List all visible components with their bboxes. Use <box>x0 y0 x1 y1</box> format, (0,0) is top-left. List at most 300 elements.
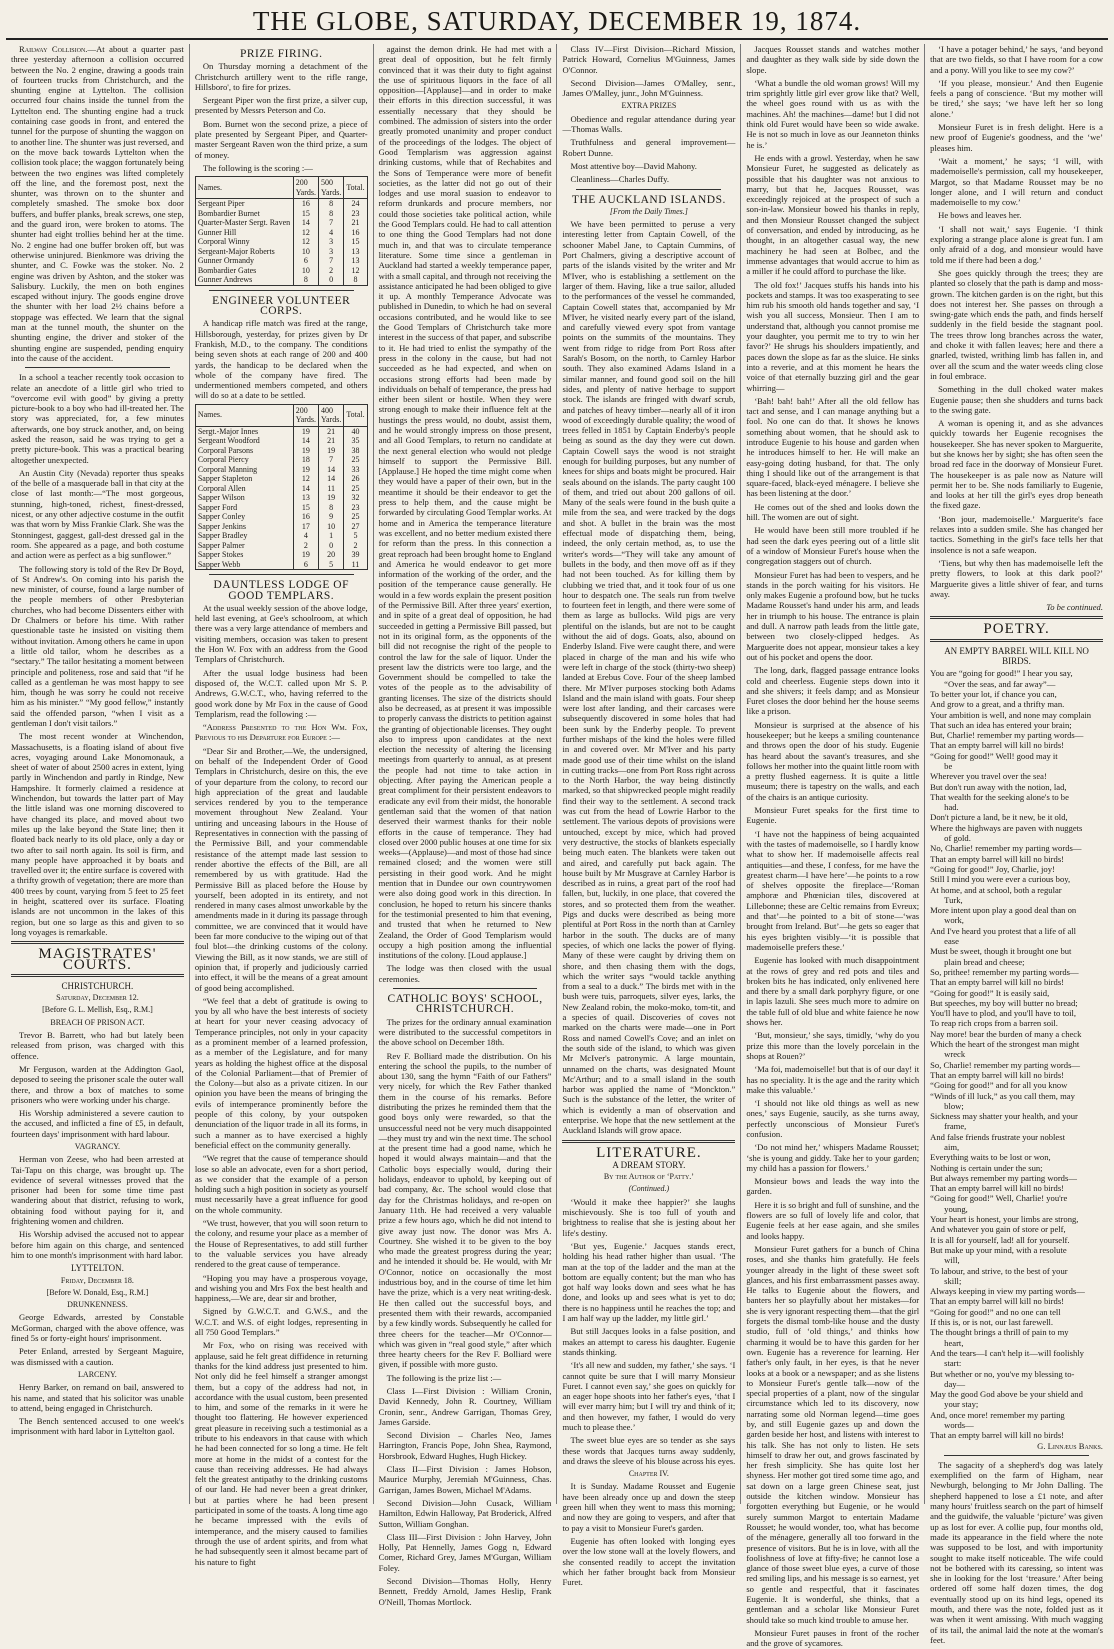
breach-paragraph: Trevor B. Barrett, who had but lately been released from prison, was charged with this offence. <box>11 1030 184 1061</box>
poem-line: “Going for good!” Joy, Charlie, joy! <box>930 863 1055 874</box>
score-value: 8 <box>319 199 344 209</box>
poem-line: “Over the seas, and far away”— <box>944 678 1056 689</box>
poem-line: frame, <box>944 1121 967 1132</box>
score-value: 16 <box>344 228 367 238</box>
poem-line: “Going for good!” Well! good may it <box>930 750 1058 761</box>
story-paragraph: ‘If you please, monsieur.’ And then Eugenie feels a pang of conscience. ‘But my mother will be tired,’ she says; ‘we have left her so long alone.’ <box>930 77 1103 119</box>
extra-prize: Obedience and regular attendance during year—Thomas Walls. <box>562 113 736 135</box>
dream-paragraph-2: ‘But yes, Eugenie.’ Jacques stands erect, holding his head rather higher than usual. ‘The man at the top of the ladder and the man at the bottom are equally content; but the man who has got half way looks down and sees what he has done, and looks up and sees what is yet to do; there is no happiness until he reaches the top; and I am half way up the ladder, my little girl.’ <box>562 1240 736 1324</box>
poem-line: be <box>944 761 953 771</box>
table-row <box>195 484 367 494</box>
poem-line: words— <box>944 1420 974 1430</box>
score-value: 25 <box>344 484 367 494</box>
poem-line: day— <box>944 1378 966 1389</box>
larceny-paragraph: Henry Barker, on remand on bail, answered to his name, and stated that his solicitor was unable to attend, being engaged in Christchurch. <box>11 1382 184 1413</box>
score-value: 16 <box>293 199 318 209</box>
score-value: 14 <box>293 436 318 446</box>
story-paragraph: ‘Wait a moment,’ he says; ‘I will, with mademoiselle's permission, call my housekeeper, Margot, so that Madame Rousset may be no longer alone, and I will return and conduct mademoiselle to my cow.’ <box>930 155 1103 208</box>
author-line: By the Author of ‘Patty.’ <box>603 1172 694 1182</box>
address-title: “Address Presented to the Hon Wm. Fox, Previous to his Departure for Europe :— <box>194 722 368 743</box>
fox-paragraph: Mr Fox, who on rising was received with applause, said he felt great diffidence in returning thanks for the kind address just presented to him. Not only did he feel himself a stranger amongst them, but a copy of the address had not, in accordance with the usual custom, been presented to him, and some of the remarks in it were he thought too flattering. He however experienced great pleasure in receiving such a testimonial as a tribute to his endeavors in that cause with which he had been connected for so long a time. He felt more at home in the midst of a contest for the cause than receiving addresses. He had always felt the greatest antipathy to the drinking customs of our land. He had never been a great drinker, but at parties where he had been present participated in some of the toasts. A long time ago he became impressed with the evils of intemperance, and the misery caused to families through the use of ardent spirits, and from what he had subsequently seen it almost became part of his nature to fight <box>194 1340 368 1567</box>
address-paragraph-4: “We trust, however, that you will soon return to the colony, and resume your place as a member of the House of Representatives, to add still further to the valuable services you have already rendered to the great cause of temperance. <box>194 1218 368 1270</box>
fox-continued: against the demon drink. He had met with a great deal of opposition, but he felt firmly convinced that it was their duty to fight against the use of spirituous liquors in the face of all opposition—[Applause]—and in order to make their efforts in this direction successful, it was essentially necessary that they should be combined. The admission of sisters into the order greatly promoted unanimity and proper conduct of the proceedings of the lodges. The object of Good Templarism was aggression against drinking customs, while that of Rechabites and the Sons of Temperance were more of benefit societies, as the latter did not go out of their lodges and use moral suasion to endeavor to reform drunkards and procure members, nor could those societies take political action, while the Good Templars could. He had to call attention to one thing the Good Templars had not done much in, and that was to circulate temperance literature. Some time since a gentleman in Auckland had started a weekly temperance paper, with a small capital, and through not receiving the assistance anticipated he had been obliged to give it up. A monthly Temperance Advocate was published in Dunedin, to which he had on several occasions contributed, and he would like to see the Good Templars of Christchurch take more interest in the success of that paper, and subscribe to it. He had tried to enlist the sympathy of the press in the colony in the cause, but had not succeeded as he had expected, and when on occasions strong efforts had been made by individuals on behalf of temperance, the press had either been silent or hostile. When they were strong enough to make their influence felt at the hustings the press would, no doubt, assist them, and he would strongly impress on those present, and all Good Templars, to return no candidate at the next general election who would not pledge himself to support the Permissive Bill. [Applause.] He hoped the time might come when they would have a paper of their own, but in the meantime it should be their endeavor to get the press to help them, and the cause might be forwarded by circulating Good Templar works. At home and in America the temperance literature was excellent, and no better medium existed there for reform than the press. In this connection a great reproach had been brought home to England and America he would endeavor to get more information of the working of the order, and the position of the temperance cause generally. He would in a few words explain the present position of the Permissive Bill. After three years' exertion, and in spite of a great deal of opposition, he had succeeded in getting a Permissive Bill passed, but not in its original form, as the opponents of the bill did not recognise the right of the people to control the law for the sale of liquor. Under the present law the districts were too large, and the Government should be compelled to take the votes of the people as to the advisability of granting licenses. The size of the districts should also be decreased, as at present it was impossible to properly canvass the districts to petition against the granting of objectionable licenses. They ought also to impress upon candidates at the next election the necessity of altering the licensing meetings from quarterly to annual, as at present the people had not time to take action in objecting. After paying the American people a great compliment for their persistent endeavors to eradicate any evil from their midst, the honorable gentleman said that the women of that nation deserved their warmest thanks for their noble efforts in the cause of temperance. They had closed over 2000 public houses at one time for six weeks—(Applause)—and most of those had since remained closed; and the women were still persisting in their good work. And he might mention that in Dundee our own countrywomen were also doing good work in this direction. In conclusion, he hoped to return his sincere thanks for the testimonial presented to him that evening, and trusted that when he returned to New Zealand, the Order of Good Templarism would occupy a high position among the influential institutions of the colony. [Loud applause.] <box>378 44 552 961</box>
score-value: 8 <box>319 503 344 513</box>
score-value: 24 <box>344 199 367 209</box>
poem-line: heart, <box>944 1337 964 1348</box>
table-header: 200 Yards. <box>293 177 318 199</box>
story-paragraph: Monsieur is surprised at the absence of his housekeeper; but he keeps a smiling countenance and throws open the door of his study. Eugenie has heard about the savant's treasures, and she follows her mother into the quaint little room with a pretty flushed eagerness. It is quite a little museum; there is tapestry on the walls, and each of the chairs is an antique curiosity. <box>746 719 920 802</box>
score-value: 5 <box>344 531 367 541</box>
artillery-score-table <box>195 176 368 286</box>
poem-line: skill; <box>944 1275 962 1286</box>
table-header: Names. <box>195 404 293 426</box>
score-value: 7 <box>319 218 344 228</box>
extra-prize: Truthfulness and general improvement—Robert Dunne. <box>562 137 736 158</box>
boyd-paragraph: The following story is told of the Rev Dr Boyd, of St Andrew's. On coming into his parish the new minister, of course, found a large number of the people members of other Presbyterian churches, who had become Dissenters either with Dr Chalmers or before his time. With rather questionable taste he insisted on visiting them without invitation. Among others he came in upon a little old tailor, whom he describes as a “sectary.” The tailor hesitating a moment between principle and politeness, rose and said that “if he called as a gentleman he was most happy to see him, though he was sorry he could not receive him as his minister.” “My good fellow,” instantly said the offended parson, “when I visit as a gentleman I don't visit tailors.” <box>11 563 184 728</box>
score-name: Corporal Manning <box>195 465 293 475</box>
columns <box>6 44 1108 1649</box>
catholic-paragraph: The prizes for the ordinary annual examination were distributed to the successful competitors in the above school on December 18th. <box>378 1016 552 1048</box>
lyttelton-heading: LYTTELTON. <box>70 1263 124 1274</box>
story-paragraph: Monsieur bows and leads the way into the garden. <box>746 1176 920 1197</box>
poem-line: That an empty barrel will kill no birds! <box>930 977 1065 988</box>
poem-line: But, Charlie! remember my parting words— <box>930 730 1084 741</box>
dream-paragraph: ‘Would it make thee happier?’ she laughs mischievously. She is too full of youth and brightness to realise that she is jesting about her life's destiny. <box>562 1196 736 1238</box>
christchurch-date: Saturday, December 12. <box>56 993 139 1003</box>
address-paragraph-6: Signed by G.W.C.T. and G.W.S., and the W.C.T. and W.S. of eight lodges, representing in all 750 Good Templars.” <box>194 1306 368 1338</box>
story-paragraph: ‘Bah! bah! bah!’ After all the old fellow has tact and sense, and I can manage anything but a fool. No one can do that. It shows he knows something about women, that he should ask to introduce Eugenie to his house and garden when he introduces himself to her. He will make an easy-going doting husband, for that. The only thing I should like out of the arrangement is that square-faced, black-eyed ménagere. I believe she has been listening at the door.’ <box>746 395 920 499</box>
class-2: Class II—First Division : James Hobson, Maurice Murphy, Jeremiah M'Guinness, Chas. Garrigan, James Bowen, Michael M'Adams. <box>378 1464 552 1495</box>
score-name: Sapper Ford <box>195 503 293 513</box>
score-value: 14 <box>319 465 344 475</box>
poem-line: You'll have to plod, and you'll have to toil, <box>930 1008 1077 1019</box>
to-be-continued: To be continued. <box>1046 602 1103 613</box>
table-row <box>195 465 367 475</box>
score-value: 19 <box>293 465 318 475</box>
worship-paragraph: His Worship administered a severe caution to the accused, and inflicted a fine of £5, in default, fourteen days' imprisonment with hard labour. <box>11 1108 184 1139</box>
score-value: 38 <box>344 446 367 456</box>
story-paragraph: ‘I should not like old things as well as new ones,’ says Eugenie, saucily, as she turns away, perfectly unconscious of Monsieur Furet's confusion. <box>746 1098 920 1139</box>
story-paragraph: Monsieur Furet is in fresh delight. Here is a new proof of Eugenie's goodness, and the ‘we’ pleases him. <box>930 122 1103 153</box>
score-value: 15 <box>293 209 318 219</box>
vagrancy-heading: VAGRANCY. <box>74 1141 121 1151</box>
catholic-paragraph-3: The following is the prize list :— <box>386 1372 502 1383</box>
school-paragraph: In a school a teacher recently took occasion to relate an anecdote of a little girl who tried to “overcome evil with good” by giving a pretty picture-book to a boy who had ill-treated her. The story was appreciated, for, a few minutes afterwards, one boy struck another, and, on being asked the reason, said he was trying to get a pretty picture-book. This was a practical bearing altogether unexpected. <box>11 372 184 465</box>
divider <box>562 1140 735 1143</box>
score-name: Sapper Jenkins <box>195 522 293 532</box>
poem-title: AN EMPTY BARREL WILL KILL NO BIRDS. <box>944 645 1089 667</box>
score-name: Bombardier Burnet <box>195 209 293 219</box>
auckland-source: [From the Daily Times.] <box>609 206 688 216</box>
prize-paragraph-4: The following is the scoring :— <box>202 162 313 173</box>
score-value: 26 <box>344 474 367 484</box>
column-5 <box>740 44 924 1649</box>
auckland-paragraph: We have been permitted to peruse a very interesting letter from Captain Cowell, of the schooner Mabel Jane, to Captain Cummins, of Port Chalmers, giving a descriptive account of parts of the islands visited by the writer and Mr M'Iver, who is establishing a settlement on the larger of them. Having, like a true sailor, alluded to the performances of the vessel he commanded, Captain Cowell states that, accompanied by Mr M'Iver, he visited nearly every part of the island, and carefully viewed every spot from vantage points on the summits of the mountains. They went from ridge to ridge from Port Ross after Sarah's Bosom, on the north, to Carnley Harbor south. They also examined Adams Island in a similar manner, and found good soil on the hill sides, and plenty of native herbage to support stock. The islands are fringed with dwarf scrub, and patches of heavy timber—nearly all of it iron wood of exceedingly durable quality; the wood of trees felled in 1851 by Captain Enderby's people being as sound as the day they were cut down. Captain Cowell says the wood is not straight enough for building purposes, but any number of knees for ships and boats might be procured. Hair seals abound on the islands. The party caught 100 of them, and tried out about 200 gallons of oil. Many of the seals were found in the bush quite a mile from the sea, and were tracked by the dogs and shot. A bullet in the brain was the most effectual mode of dispatching them, being, indeed, the only certain method, as, to use the writer's words—“They will take any amount of bullets in the body, and then move off as if they had not been touched. As for killing them by clubbing we tried that, and it took four of us one hour to despatch one. The seals run from twelve to fourteen feet in length, and there were some of them as large as bullocks. Wild pigs are very plentiful on the islands, but are not to be caught without the aid of dogs. Goats, also, abound on Enderby Island. Five were caught there, and were placed in charge of the man and his wife who were left in charge of the stock (thirty-two sheep) landed at Erebus Cove. Four of the sheep lambed there. Mr M'Iver purposes stocking both Adams Island and the main island with goats. Four sheep were lost after landing, and their carcases were subsequently discovered in some holes that had been sunk by the Enderby people. To prevent further mishaps of the kind the holes were filled in and covered over. Mr M'Iver and his party made good use of their time whilst on the island in cutting tracks—one from Port Ross right across to the North Harbor, the way being distinctly marked, so that shipwrecked people might readily find their way to the settlement. A second track was cut from the head of Lowrie Harbor to the settlement. The various depots of provisions were untouched, except by mice, which had proved very destructive, the stocks of blankets especially being much eaten. The blankets were taken out and aired, and carefully put back again. The house built by Mr Musgrave at Carnley Harbor is described as in ruins, a great part of the roof had fallen, but, luckily, in one place, that covered the stores, and so protected them from the weather. Pigs and ducks were described as being more plentiful at Port Ross in the north than at Carnley harbor in the south. The ducks are of many species, of which one lacks the power of flying. Many of these were caught by driving them on shore, and then chasing them with the dogs, which the writer says “would tackle anything from a seal to a duck.” The birds met with in the bush were tuis, parroquets, silver eyes, larks, the New Zealand robin, the moko-moko, tom-tit, and a species of quail. Discoveries of coves not marked on the charts were made—one in Port Ross and named Cowell's Cove; and an inlet on the south side of the island, to which was given Mr McIver's patronymic. A large mountain, unnamed on the charts, was designated Mount Mc'Arthur; and to a small island in the south harbor was applied the name of “Monckton.” Such is the substance of the letter, the writer of which is evidently a man of observation and enterprise. We hope that the new settlement at the Auckland Islands will grow apace. <box>562 219 736 1136</box>
score-value: 2 <box>319 266 344 276</box>
christchurch-bench: [Before G. L. Mellish, Esq., R.M.] <box>42 1005 153 1015</box>
score-name: Sapper Bradley <box>195 531 293 541</box>
engineer-heading: ENGINEER VOLUNTEER CORPS. <box>212 294 351 318</box>
class-3b: Second Division—Thomas Holly, Henry Bennett, Freddy Arnold, James Heslip, Frank O'Neill, Thomas Mortlock. <box>378 1576 552 1607</box>
drunkenness-heading: DRUNKENNESS. <box>67 1300 128 1310</box>
story-paragraph: Eugenie has looked with much disappointment at the rows of grey and red pots and tiles and broken bits he has indicated, only enlivened here and there by a small dark porphyry figure, or one in lapis lazuli. She sees much more to admire on the table full of old blue and white faience he now shows her. <box>746 955 920 1028</box>
score-value: 1 <box>319 531 344 541</box>
engineer-paragraph: A handicap rifle match was fired at the range, Hillsborough, yesterday, for prizes given by Dr Frankish, M.D., to the company. The conditions being seven shots at each range of 200 and 400 yards, the handicap to be declared when the whole of the company have fired. The undermentioned members competed, and others will do so at a date to be settled. <box>194 318 368 401</box>
score-value: 32 <box>344 493 367 503</box>
score-name: Sapper Conley <box>195 512 293 522</box>
score-value: 12 <box>344 266 367 276</box>
poem-line: And grow to a great, and a thrifty man. <box>930 699 1065 710</box>
score-value: 23 <box>344 503 367 513</box>
address-paragraph: “Dear Sir and Brother,—We, the undersigned, on behalf of the Independent Order of Good Templars in Christchurch, desire on this, the eve of your departure from the colony, to record our high appreciation of the great and laudable services rendered by you to the temperance movement throughout New Zealand. Your untiring and unceasing labours in the House of Representatives in connection with the passing of the Permissive Bill, and your commendable resistance of the attempt made last session to render abortive the effects of the Bill, are all remembered by us with gratitude. Had the Permissive Bill as placed before the House by yourself, been adopted in its entirety, and not rendered in many cases almost unworkable by the amendments made in it during its passage through committee, we are convinced that it would have been far more conducive to the wiping out of that foul blot—the drinking customs of the colony. Viewing the Bill, as it now stands, we are still of opinion that, if properly and judiciously carried into effect, it will be the means of a great amount of good being accomplished. <box>194 745 368 993</box>
column-3 <box>373 44 557 1607</box>
score-value: 10 <box>319 522 344 532</box>
poem-line: No, Charlie! remember my parting words— <box>930 843 1082 854</box>
poem-line: And the tears—I can't help it—will foolishly <box>930 1347 1084 1358</box>
poem-line: had. <box>944 802 959 813</box>
table-row <box>195 474 367 484</box>
score-value: 6 <box>293 560 318 570</box>
class-1: Class I—First Division : William Cronin, David Kennedy, John R. Courtney, William Cronin, senr., Andrew Garrigan, Thomas Grey, James Garside. <box>378 1386 552 1427</box>
score-name: Sapper Stapleton <box>195 474 293 484</box>
address-paragraph-5: “Hoping you may have a prosperous voyage, and wishing you and Mrs Fox the best health and happiness,—We are, dear sir and brother, <box>194 1272 368 1304</box>
divider <box>944 1455 1089 1456</box>
table-row <box>195 275 367 285</box>
divider <box>576 189 721 190</box>
poem-line: Wherever you travel over the sea! <box>930 771 1047 782</box>
score-value: 19 <box>293 426 318 436</box>
score-value: 39 <box>344 550 367 560</box>
poem-line: And, once more! remember my parting <box>930 1409 1065 1420</box>
lodge-heading: DAUNTLESS LODGE OF GOOD TEMPLARS. <box>213 579 349 602</box>
poem-line: will, <box>944 1255 960 1266</box>
score-value: 12 <box>293 237 318 247</box>
score-name: Sapper Palmer <box>195 541 293 551</box>
poem-line: Where the highways are paven with nuggets <box>930 822 1083 833</box>
divider <box>209 574 354 575</box>
lyttelton-date: Friday, December 18. <box>60 1275 134 1285</box>
score-value: 4 <box>293 531 318 541</box>
score-value: 0 <box>319 275 344 285</box>
score-value: 35 <box>344 436 367 446</box>
score-value: 11 <box>319 484 344 494</box>
divider <box>930 639 1103 642</box>
poem-line: To labour, and strive, to the best of your <box>930 1265 1068 1276</box>
poem-line: And false friends frustrate your noblest <box>930 1131 1065 1142</box>
rail-title: Railway Collision. <box>19 44 88 54</box>
poem-line: And I've heard you protest that a life of all <box>930 925 1077 936</box>
poem-line: Don't picture a land, be it new, be it old, <box>930 812 1068 823</box>
story-paragraph: Monsieur Furet speaks for the first time to Eugenie. <box>746 805 920 826</box>
story-paragraph: Something in the dull choked water makes Eugenie pause; then she shudders and turns back to the swing gate. <box>930 384 1103 415</box>
poem-line: ease <box>944 936 959 947</box>
score-name: Corporal Piercy <box>195 455 293 465</box>
story-paragraph: Monsieur Furet gathers for a bunch of China roses, and she thanks him gratefully. He feels younger already in the light of these sweet soft glances, and his first embarrassment passes away. He talks to Eugenie about the flowers, and banters her so playfully about her mistakes—for she is very ignorant respecting them—that the girl forgets the dismal tomb-like house and the dusty studio, full of ‘old things,’ and thinks how charming it would be to have this garden for her own. Eugenie has a reverence for learning. Her father's only fault, in her eyes, is that he never looks at a book or a newspaper; and as she listens to Monsieur Furet's gentle talk—now of the special properties of a plant, now of the singular circumstance which led to its discovery, now narrating some old Norman legend—time goes by, and still Eugenie gazes up and down the garden beside her host, and listens with interest to his talk. She has not only to listen. He sets himself to draw her out, and grows fascinated by her fresh simplicity. She has quite lost her shyness. Her mother got tired some time ago, and sat down on a large green Chinese seat, just outside the kitchen window. Monsieur has forgotten everything but Eugenie, or he would surely summon Margot to entertain Madame Rousset; he would wonder, too, what has become of the ménagere, generally all too forward in the presence of visitors. But he is in love, with all the foolishness of love at fifty-five; he cannot lose a glance of those sweet blue eyes, a curve of those red smiling lips, and his message is so earnest, yet so gentle and respectful, that it fascinates Eugenie. It is wonderful, she thinks, that a gentleman and a scholar like Monsieur Furet should take so much kind trouble to amuse her. <box>746 1243 920 1625</box>
score-value: 15 <box>293 503 318 513</box>
score-name: Sapper Stokes <box>195 550 293 560</box>
class-2b: Second Division—John Cusack, William Hamilton, Edwin Halloway, Pat Broderick, Alfred Sutton, William Gonghan. <box>378 1497 552 1529</box>
poem-line: If this is, or is not, our last farewell. <box>930 1317 1054 1328</box>
rail-paragraph <box>11 44 184 363</box>
poem-body <box>930 668 1103 1440</box>
magistrates-heading: MAGISTRATES' COURTS. <box>38 946 157 973</box>
poem-line: You are “going for good!” I hear you say, <box>930 668 1073 679</box>
divider <box>25 367 170 368</box>
table-header: 500 Yards. <box>319 177 344 199</box>
table-row <box>195 436 367 446</box>
poem-line: young, <box>944 1203 968 1214</box>
score-value: 40 <box>344 426 367 436</box>
poem-line: Your heart is honest, your limbs are strong, <box>930 1214 1079 1225</box>
prize-paragraph-2: Sergeant Piper won the first prize, a silver cup, presented by Messrs Peterson and Co. <box>194 95 368 116</box>
table-row <box>195 218 367 228</box>
poem-line: “Going for good!” and for all you know <box>930 1080 1068 1091</box>
catholic-paragraph-2: Rev F. Bolliard made the distribution. On his entering the school the pupils, to the number of about 130, sang the hymn “Faith of our Fathers” very nicely, for which the Rev Father thanked them in the course of his remarks. Before distributing the prizes he reminded them that the good boys only were rewarded, so that the unsuccessful need not be very much disappointed—they must try and win the next time. The school at the present time had a good name, which he hoped it would always maintain—and that the Catholic boys especially would, during their holidays, endeavor to uphold, by keeping out of bad company, &c. The school would close that day for the Christmas holidays, and re-open on January 11th. He had received a very valuable prize a few hours ago, which he did not intend to give away just now. The donor was Mrs A. Courtney. She wished it to be given to the boy who made the greatest progress during the year; and he intended it should be. He would, with Mr O'Connor, notice on occasionally the most industrious boy, and in the course of time let him have the prize, which is a very neat writing-desk. He then called out the successful boys, and presented them with their rewards, accompanied by a few kindly words. Subsequently he called for three cheers for the teacher—Mr O'Connor—which was given in “real good style,” after which three hearty cheers for the Rev F. Bolliard were given, if possible with more gusto. <box>378 1050 552 1370</box>
poem-line: And whatever you gain of store or pelf, <box>930 1224 1066 1235</box>
score-value: 23 <box>344 209 367 219</box>
literature-heading: LITERATURE. <box>596 1144 702 1161</box>
vagrancy-paragraph-2: His Worship advised the accused not to appear before him again on this charge, and sentenced him to one month's imprisonment with hard labor. <box>11 1229 184 1260</box>
lyttelton-bench: [Before W. Donald, Esq., R.M.] <box>46 1287 149 1297</box>
story-paragraph: He ends with a growl. Yesterday, when he saw Monsieur Furet, he suggested as delicately as possible that his daughter was not anxious to marry, but that he, Jacques Rousset, was exceedingly rejoiced at the prospect of such a son-in-law. Monsieur bowed his thanks in reply, and then Monsieur Rousset changed the subject of conversation, and ended by introducing, as he thought, in an altogether casual way, the new machinery he had seen at Bolbec, and the immense advantages that would accrue to him as a miller if he could afford to purchase the like. <box>746 152 920 277</box>
score-value: 9 <box>319 512 344 522</box>
score-name: Quarter-Master Sergt. Raven <box>195 218 293 228</box>
table-row <box>195 550 367 560</box>
score-value: 19 <box>293 446 318 456</box>
score-name: Sapper Wilson <box>195 493 293 503</box>
table-row <box>195 531 367 541</box>
story-paragraph: She goes quickly through the trees; they are planted so closely that the path is damp and moss-grown. The kitchen garden is on the right, but this does not interest her. She passes on through a swing-gate which ends the path, and finds herself suddenly in the field beside the stagnant pool. The trees throw long branches across the water, and choke it with fallen leaves; here and there a gnarled, twisted, writhing limb has fallen in, and over all the scum and the water weeds cling close in foul embrace. <box>930 267 1103 381</box>
score-value: 2 <box>293 541 318 551</box>
score-value: 7 <box>319 256 344 266</box>
story-paragraph: The old fox!’ Jacques stuffs his hands into his pockets and stamps. It was too exasperating to see him rub his smooth old hands together and say, ‘I wish you all success, Monsieur. Then I am to understand that, although you cannot promise me your daughter, you permit me to try to win her favor?’ He shrugs his shoulders impatiently, and paces down the slope as far as the sluice. He sinks into a reverie, and at this moment he hears the voice of that eternally buzzing girl and the gear whirring— <box>746 279 920 393</box>
score-name: Sapper Webb <box>195 560 293 570</box>
poem-line: of gold. <box>944 833 971 844</box>
story-paragraph: ‘I have a potager behind,’ he says, ‘and beyond that are two fields, so that I have room for a cow and a pony. Will you like to see my cow?’ <box>930 44 1103 75</box>
poem-line: But speeches, my boy will butter no bread; <box>930 997 1078 1008</box>
drunk-paragraph-2: Peter Enland, arrested by Sergeant Maguire, was dismissed with a caution. <box>11 1346 184 1367</box>
divider <box>209 290 354 291</box>
island-paragraph: The most recent wonder at Winchendon, Massachusetts, is a floating island of about five acres, voyaging around Lake Monomonauk, a sheet of water of about 2500 acres in extent, lying partly in Winchendon and partly in Rindge, New Hampshire. It formerly claimed a residence at Winchendon, but towards the latter part of May the little island was one morning discovered to have changed its place, and moved about two miles up the lake beyond the State line; then it floated back nearly to its old place, only a day or two after to sail north again. Its soil is firm, and many people have approached it by boats and travelled over it; the entire surface is covered with a thrifty growth of vegetation; there are more than 400 trees by count, varying from 5 feet to 25 feet in height, scattered over its surface. Floating islands are not uncommon in the lakes of this region, but one so large as this and given to so long voyages is remarkable. <box>11 731 184 937</box>
poem-line: “Going for good!” and no one can tell <box>930 1306 1061 1317</box>
score-name: Gunner Ormandy <box>195 256 293 266</box>
score-name: Sergt.-Major Innes <box>195 426 293 436</box>
poem-line: Everything waits to be lost or won, <box>930 1152 1051 1163</box>
score-value: 4 <box>319 228 344 238</box>
score-value: 13 <box>344 247 367 257</box>
christchurch-heading: CHRISTCHURCH. <box>61 980 134 991</box>
score-name: Gunner Andrews <box>195 275 293 285</box>
poem-line: That an empty barrel will kill no birds! <box>930 1183 1065 1194</box>
score-value: 10 <box>293 266 318 276</box>
story-paragraph: Jacques Rousset stands and watches mother and daughter as they walk side by side down the slope. <box>746 44 920 75</box>
poem-line: Always keeping in view my parting words— <box>930 1286 1085 1297</box>
score-value: 17 <box>293 522 318 532</box>
story-paragraph: Monsieur Furet has had been to vespers, and he stands in the porch waiting for his visitors. He only makes Eugenie a profound bow, but he tucks Madame Rousset's hand under his arm, and leads her in triumph to his house. The entrance is plain and dull. A narrow path leads from the little gate, between two closely-clipped hedges. As Marguerite does not appear, monsieur takes a key out of his pocket and opens the door. <box>746 569 920 662</box>
larceny-paragraph-2: The Bench sentenced accused to one week's imprisonment with hard labor in Lyttelton gaol. <box>11 1416 184 1437</box>
extra-prize: Cleanliness—Charles Duffy. <box>570 174 670 185</box>
divider <box>11 941 184 944</box>
score-value: 14 <box>293 218 318 228</box>
prize-heading: PRIZE FIRING. <box>239 48 323 60</box>
poem-line: blow; <box>944 1100 964 1111</box>
story-paragraph: ‘Bon jour, mademoiselle.’ Marguerite's face relaxes into a sudden smile. She has changed her tactics. Something in the girl's face tells her that insolence is not a safe weapon. <box>930 513 1103 555</box>
score-name: Sergeant Woodford <box>195 436 293 446</box>
poem-line: Nay more! bear the burden of many a check <box>930 1028 1082 1039</box>
catholic-school-heading: CATHOLIC BOYS' SCHOOL, CHRISTCHURCH. <box>387 993 543 1016</box>
story-paragraph: The long, dark, flagged passage entrance looks cold and cheerless. Eugenie steps down into it and she shivers; it feels damp; and as Monsieur Furet closes the door behind her the house seems like a prison. <box>746 665 920 717</box>
table-header: Total. <box>344 404 367 426</box>
table-row <box>195 256 367 266</box>
extra-prizes-heading: EXTRA PRIZES <box>621 101 677 111</box>
table-row <box>195 560 367 570</box>
poem-line: Which the heart of the strongest man might <box>930 1039 1080 1050</box>
score-name: Sergeant Piper <box>195 199 293 209</box>
poem-line: But whether or no, you've my blessing to- <box>930 1368 1075 1379</box>
poem-line: Must be sweet, though it brought one but <box>930 946 1072 957</box>
prize-paragraph-3: Bom. Burnet won the second prize, a piece of plate presented by Sergeant Piper, and Quarter-master Sergeant Raven won the third prize, a sum of money. <box>194 118 368 160</box>
table-row <box>195 209 367 219</box>
story-paragraph: ‘But, monsieur,’ she says, timidly, ‘why do you prize this more than the lovely porcelain in the shops at Rouen?’ <box>746 1030 920 1061</box>
poem-line: aim, <box>944 1141 960 1152</box>
class-4: Class IV—First Division—Richard Mission, Patrick Howard, Cornelius M'Guinness, James O'Connor. <box>562 44 736 75</box>
score-value: 21 <box>319 426 344 436</box>
lodge-paragraph-2: After the usual lodge business had been disposed of, the W.C.T. called upon Mr S. P. Andrews, G.W.C.T., who, having referred to the good work done by Mr Fox in the cause of Good Templarism, read the following :— <box>194 667 368 719</box>
score-value: 13 <box>293 493 318 503</box>
score-value: 20 <box>319 550 344 560</box>
table-row <box>195 493 367 503</box>
continued-line: (Continued.) <box>628 1184 670 1194</box>
poem-line: That wealth for the seeking alone's to be <box>930 791 1069 802</box>
austin-paragraph: An Austin City (Nevada) reporter thus speaks of the belle of a masquerade ball in that city at the close of last month:—“The most gorgeous, stunning, high-toned, richest, finest-dressed, nicest, or any other adjective costume in the outfit was that worn by Miss Frankie Clark. She was the Stonningest, gaggest, gall-dest dressed gal in the room. She appeared as a page, and both costume and action were as perfect as a big sunflower.” <box>11 467 184 561</box>
score-value: 8 <box>319 209 344 219</box>
rail-body: —At about a quarter past three yesterday afternoon a collision occurred between the No. 2 engine, drawing a goods train of fourteen trucks from Christchurch, and the shunting engine at Lyttelton. The collision occurred four chains inside the tunnel from the Lyttelton end. The shunting engine had a truck containing case goods in front, and entered the tunnel for the purpose of shunting the waggon on to another line. The shunter was just reversed, and on the move back towards Lyttelton when the collision took place; the waggon fortunately being between the two engines was lifted completely off the line, and the foremost post, next the shunter, was thrown on to the shunter and completely smashed. The smoke box door buffers, and buffer planks, break screws, one step, and the guard iron, were broken to atoms. The shunter had eight trollies behind her at the time. No. 2 engine had one buffer broken off, but was otherwise uninjured. Bienkmore was driving the shunter, and C. Fowke was the stoker. No. 2 engine was driven by Ashton, and the stoker was Salisbury. Luckily, the men on both engines escaped without injury. The goods engine drove the shunter with her load 2½ chains before a stoppage was effected. We learn that the signal man at the tunnel mouth, the shunter on the shunting engine, the driver and stoker of the shunting engine are suspended, pending enquiry into the cause of the accident. <box>11 44 184 363</box>
column-4 <box>556 44 740 1588</box>
score-value: 19 <box>319 493 344 503</box>
score-value: 21 <box>319 436 344 446</box>
divider <box>393 988 538 989</box>
score-value: 10 <box>293 247 318 257</box>
score-value: 15 <box>344 237 367 247</box>
score-value: 8 <box>344 275 367 285</box>
score-value: 12 <box>293 474 318 484</box>
table-row <box>195 237 367 247</box>
poem-line: work, <box>944 915 964 926</box>
score-value: 33 <box>344 465 367 475</box>
poem-line: That an empty barrel will kill no birds! <box>930 853 1065 864</box>
story-paragraph: ‘I shall not wait,’ says Eugenie. ‘I think exploring a strange place alone is great fun. I am only afraid of a dog, and monsieur would have told me if there had been a dog.’ <box>930 223 1103 265</box>
column-2 <box>189 44 373 1567</box>
dream-story-heading: A DREAM STORY. <box>612 1159 686 1170</box>
ferguson-paragraph: Mr Ferguson, warden at the Addington Gaol, deposed to seeing the prisoner scale the outer wall there, and throw a box of matches to some prisoners who were working under his charge. <box>11 1063 184 1105</box>
poem-line: May the good God above be your shield and <box>930 1389 1083 1400</box>
poem-line: plain bread and cheese; <box>944 956 1025 967</box>
poem-line: But always remember my parting words— <box>930 1172 1077 1183</box>
story-paragraph: Here it is so bright and full of sunshine, and the flowers are so full of lovely life and color, that Eugenie feels at her ease again, and she smiles and looks happy. <box>746 1199 920 1241</box>
poem-line: your stay; <box>944 1399 979 1410</box>
poem-line: “Going for good!” It is easily said, <box>930 987 1050 998</box>
larceny-heading: LARCENY. <box>78 1369 117 1379</box>
class-1b: Second Division – Charles Neo, James Harrington, Francis Pope, John Shea, Raymond, Horsbrook, Edward Hughes, Hugh Hickey. <box>378 1430 552 1461</box>
divider <box>11 974 184 977</box>
table-row <box>195 199 367 209</box>
story-paragraph: A woman is opening it, and as she advances quickly towards her Eugenie recognises the housekeeper. She has never spoken to Marguerite, but she knows her by sight; she has often seen the broad red face in the doorway of Monsieur Furet. The housekeeper is as pale now as Nature will permit her to be. She nods familiarly to Eugenie, and looks at her till the girl's eyes drop beneath the fixed gaze. <box>930 418 1103 511</box>
table-header: Names. <box>195 177 293 199</box>
poem-line: But make up your mind, with a resolute <box>930 1244 1067 1255</box>
score-name: Sergeant-Major Roberts <box>195 247 293 257</box>
column-1 <box>6 44 189 1504</box>
story-paragraph: He comes out of the shed and looks down the hill. The women are out of sight. <box>746 501 920 523</box>
poem-line: At home, and at school, both a regular <box>930 884 1062 895</box>
table-row <box>195 228 367 238</box>
poem-line: That such an idea has entered your brain; <box>930 719 1072 730</box>
poem-line: That an empty barrel will kill no birds! <box>930 1296 1065 1307</box>
poem-line: So, prithee! remember my parting words— <box>930 966 1079 977</box>
poem-line: To better your lot, if chance you can, <box>930 688 1057 699</box>
score-value: 6 <box>293 256 318 266</box>
table-row <box>195 446 367 456</box>
drunk-paragraph: George Edwards, arrested by Constable McGorman, charged with the above offence, was fined 5s or forty-eight hours' imprisonment. <box>11 1312 184 1344</box>
score-value: 3 <box>319 247 344 257</box>
score-name: Corporal Allen <box>195 484 293 494</box>
score-value: 2 <box>344 541 367 551</box>
table-row <box>195 266 367 276</box>
story-paragraph: ‘Ma foi, mademoiselle! but that is of our day! it has no speciality. It is the age and the rarity which make this valuable.’ <box>746 1064 920 1095</box>
poem-signature: G. Linnæus Banks. <box>1037 1440 1103 1451</box>
table-row <box>195 522 367 532</box>
breach-heading: BREACH OF PRISON ACT. <box>50 1017 145 1027</box>
score-value: 25 <box>344 512 367 522</box>
dream-paragraph-5: The sweet blue eyes are so tender as she says these words that Jacques turns away suddenly, and draws the sleeve of his blouse across his eyes. <box>562 1435 736 1466</box>
score-value: 16 <box>293 512 318 522</box>
dream-paragraph-3: But still Jacques looks in a false position, and makes an attempt to caress his daughter. Eugenie stands thinking. <box>562 1326 736 1357</box>
table-row <box>195 455 367 465</box>
poem-line: That an empty barrel will kill no birds! <box>930 1069 1065 1080</box>
extra-prize: Most attentive boy—David Mahony. <box>570 160 697 171</box>
score-value: 12 <box>293 228 318 238</box>
poem-line: The thought brings a thrill of pain to my <box>930 1327 1069 1338</box>
table-header: 200 Yards. <box>293 404 318 426</box>
class-4b: Second Division—James O'Malley, senr., James O'Malley, junr., John M'Guinness. <box>562 77 736 99</box>
poem-line: More intent upon play a good deal than on <box>930 905 1077 916</box>
poem-line: “Winds of ill luck,” as you call them, may <box>930 1090 1075 1101</box>
score-name: Gunner Hill <box>195 228 293 238</box>
table-row <box>195 503 367 513</box>
score-value: 5 <box>319 560 344 570</box>
story-paragraph: ‘Do not mind her,’ whispers Madame Rousset; ‘she is young and giddy. Take her to your garden; my child has a passion for flowers.’ <box>746 1142 920 1173</box>
table-row <box>195 541 367 551</box>
score-value: 14 <box>293 484 318 494</box>
engineer-score-table <box>195 404 368 571</box>
story-paragraph: He bows and leaves her. <box>938 210 1022 221</box>
poem-line: wreck <box>944 1049 966 1060</box>
score-name: Corporal Winny <box>195 237 293 247</box>
score-value: 0 <box>319 541 344 551</box>
poem-line: So, Charlie! remember my parting words— <box>930 1059 1081 1070</box>
score-value: 11 <box>344 560 367 570</box>
score-name: Corporal Parsons <box>195 446 293 456</box>
chapter-heading: Chapter IV. <box>628 1469 669 1479</box>
address-paragraph-3: “We regret that the cause of temperance should lose so able an advocate, even for a short period, as we consider that the example of a person holding such a high position in society as yourself must necessarily have a great influence for good on the whole community. <box>194 1153 368 1215</box>
poem-line: To reap rich crops from a barren soil. <box>930 1018 1058 1029</box>
poem-line: start: <box>944 1358 962 1369</box>
score-value: 25 <box>344 455 367 465</box>
score-value: 8 <box>293 275 318 285</box>
masthead: THE GLOBE, SATURDAY, DECEMBER 19, 1874. <box>6 6 1108 40</box>
table-header: Total. <box>344 177 367 199</box>
lodge-paragraph: At the usual weekly session of the above lodge, held last evening, at Gee's schoolroom, at which there was a very large attendance of members and visiting members, occasion was taken to present the Hon W. Fox with an address from the Good Templars of Christchurch. <box>194 602 368 665</box>
divider <box>930 616 1103 619</box>
